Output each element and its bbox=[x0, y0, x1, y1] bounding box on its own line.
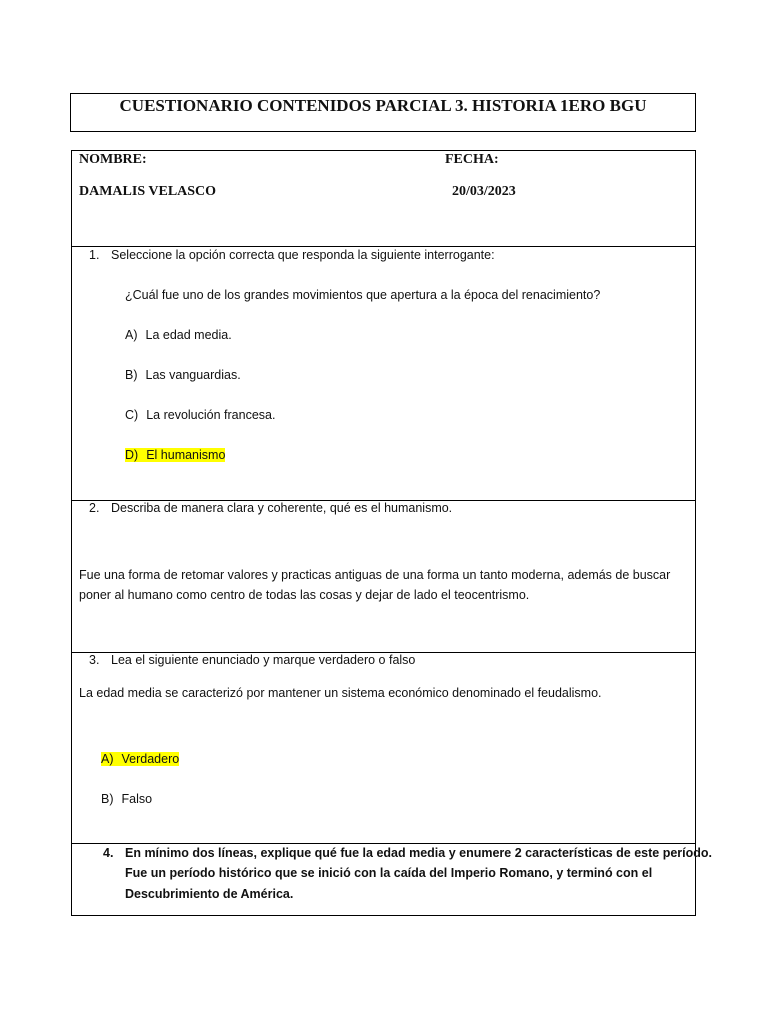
q2-answer-line-2: poner al humano como centro de todas las cosas y dejar de lado el teocentrismo. bbox=[79, 588, 530, 602]
q3-statement: La edad media se caracterizó por mantener un sistema económico denominado el feudalismo. bbox=[79, 686, 602, 700]
q3-option-a-selected[interactable] bbox=[101, 752, 179, 766]
option-text: Verdadero bbox=[121, 752, 180, 766]
q4-answer-line-2: Descubrimiento de América. bbox=[125, 887, 294, 901]
option-letter: D) bbox=[125, 448, 139, 462]
q2-prompt: Describa de manera clara y coherente, qué es el humanismo. bbox=[111, 501, 453, 515]
option-text: La edad media. bbox=[145, 328, 232, 342]
q4-number: 4. bbox=[103, 846, 114, 860]
option-text: Las vanguardias. bbox=[145, 368, 241, 382]
q4-answer-line-1: Fue un período histórico que se inició con la caída del Imperio Romano, y terminó con el bbox=[125, 866, 653, 880]
q2-answer-line-1: Fue una forma de retomar valores y practicas antiguas de una forma un tanto moderna, además de buscar bbox=[79, 568, 671, 582]
q3-number: 3. bbox=[89, 653, 100, 667]
name-label: NOMBRE: bbox=[79, 152, 147, 167]
q1-option-d-selected[interactable] bbox=[125, 448, 225, 462]
exam-date: 20/03/2023 bbox=[452, 184, 516, 199]
row-divider bbox=[72, 246, 695, 247]
option-letter: B) bbox=[101, 792, 114, 806]
student-name: DAMALIS VELASCO bbox=[79, 184, 217, 199]
date-label: FECHA: bbox=[445, 152, 499, 167]
q1-question: ¿Cuál fue uno de los grandes movimientos que apertura a la época del renacimiento? bbox=[125, 288, 601, 302]
q1-number: 1. bbox=[89, 248, 100, 262]
row-divider bbox=[72, 843, 695, 844]
q1-prompt: Seleccione la opción correcta que responda la siguiente interrogante: bbox=[111, 248, 495, 262]
title-box bbox=[70, 93, 696, 132]
option-text: La revolución francesa. bbox=[146, 408, 276, 422]
option-text: Falso bbox=[121, 792, 153, 806]
q4-prompt: En mínimo dos líneas, explique qué fue la edad media y enumere 2 características de este período. bbox=[125, 846, 713, 860]
option-letter: B) bbox=[125, 368, 138, 382]
q3-prompt: Lea el siguiente enunciado y marque verdadero o falso bbox=[111, 653, 416, 667]
page-title: CUESTIONARIO CONTENIDOS PARCIAL 3. HISTORIA 1ERO BGU bbox=[119, 96, 647, 115]
q1-option-c[interactable] bbox=[125, 408, 275, 422]
option-letter: A) bbox=[101, 752, 114, 766]
option-letter: A) bbox=[125, 328, 138, 342]
q1-option-b[interactable] bbox=[125, 368, 241, 382]
q1-option-a[interactable] bbox=[125, 328, 232, 342]
q2-number: 2. bbox=[89, 501, 100, 515]
questionnaire-table bbox=[71, 150, 713, 916]
option-letter: C) bbox=[125, 408, 139, 422]
q3-option-b[interactable] bbox=[101, 792, 152, 806]
option-text: El humanismo bbox=[146, 448, 226, 462]
